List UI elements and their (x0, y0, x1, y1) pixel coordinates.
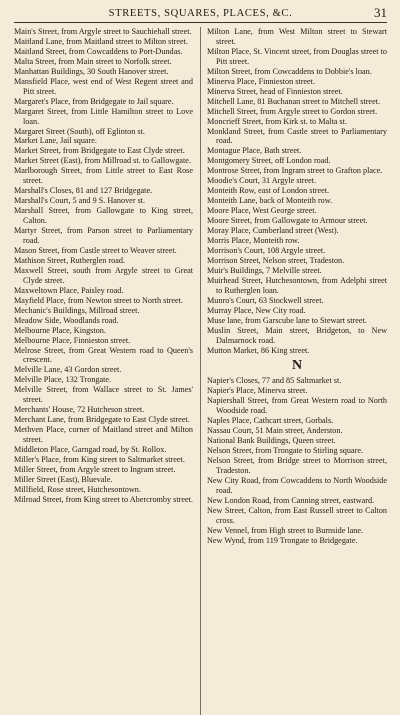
column-divider (200, 27, 201, 715)
page-number: 31 (374, 5, 387, 20)
street-entry: Nelson Street, from Bridge street to Morrison street, Tradeston. (207, 456, 387, 476)
street-entry: Marlborough Street, from Little street to East Rose street. (14, 166, 193, 186)
street-entry: Muir's Buildings, 7 Melville street. (207, 265, 322, 275)
street-entry: Monteith Lane, back of Monteith row. (207, 196, 333, 206)
street-entry: Main's Street, from Argyle street to Sauchiehall street. (14, 27, 192, 36)
running-title: STREETS, SQUARES, PLACES, &C. (108, 8, 293, 19)
street-entry: Muirhead Street, Hutchesontown, from Adelphi street to Rutherglen loan. (207, 275, 387, 295)
street-entry: Napier's Closes, 77 and 85 Saltmarket st. (207, 376, 342, 386)
street-entry: Mathison Street, Rutherglen road. (14, 255, 126, 265)
street-entry: Mayfield Place, from Newton street to North street. (14, 295, 183, 305)
street-entry: Monkland Street, from Castle street to Parliamentary road. (207, 126, 387, 146)
street-entry: Mansfield Place, west end of West Regent street and Pitt street. (14, 76, 193, 96)
right-column-n-entries (207, 376, 387, 545)
street-entry: New City Road, from Cowcaddens to North Woodside road. (207, 475, 387, 495)
two-column-body (14, 27, 387, 546)
street-entry: Napiershall Street, from Great Western road to North Woodside road. (207, 396, 387, 416)
street-entry: Morris Place, Monteith row. (207, 236, 300, 246)
street-entry: Middleton Place, Garngad road, by St. Rollox. (14, 445, 167, 455)
street-entry: Milton Place, St. Vincent street, from Douglas street to Pitt street. (207, 46, 387, 66)
street-entry: Nassau Court, 51 Main street, Anderston. (207, 426, 343, 436)
right-column (204, 27, 387, 546)
street-entry: Manhattan Buildings, 30 South Hanover street. (14, 66, 169, 76)
street-entry: Minerva Street, head of Finnieston street. (207, 86, 343, 96)
street-entry: Maitland Lane, from Maitland street to Milton street. (14, 36, 188, 46)
street-entry: Montrose Street, from Ingram street to Grafton place. (207, 166, 383, 176)
street-entry: Moodie's Court, 31 Argyle street. (207, 176, 317, 186)
street-entry: Melville Street, from Wallace street to St. James' street. (14, 385, 193, 405)
street-entry: Morrison's Court, 108 Argyle street. (207, 245, 326, 255)
street-entry: Morrison Street, Nelson street, Tradeston. (207, 255, 345, 265)
street-entry: Market Street, from Bridgegate to East Clyde street. (14, 146, 185, 156)
street-entry: Monteith Row, east of London street. (207, 186, 330, 196)
street-entry: National Bank Buildings, Queen street. (207, 436, 336, 446)
street-entry: Melbourne Place, Finnieston street. (14, 335, 131, 345)
street-entry: Mason Street, from Castle street to Weaver street. (14, 245, 177, 255)
street-entry: Mutton Market, 86 King street. (207, 345, 310, 355)
street-entry: Margaret's Place, from Bridgegate to Jail square. (14, 96, 174, 106)
street-entry: Maxwell Street, south from Argyle street to Great Clyde street. (14, 265, 193, 285)
street-entry: Miller Street, from Argyle street to Ingram street. (14, 464, 176, 474)
street-entry: Moray Place, Cumberland street (West). (207, 226, 339, 236)
street-entry: Merchants' House, 72 Hutcheson street. (14, 405, 145, 415)
street-entry: Napier's Place, Minerva street. (207, 386, 308, 396)
street-entry: Murray Place, New City road. (207, 305, 306, 315)
street-entry: Marshall Street, from Gallowgate to King street, Calton. (14, 206, 193, 226)
street-entry: Milton Street, from Cowcaddens to Dobbie's loan. (207, 66, 372, 76)
street-entry: Margaret Street, from Little Hamilton street to Love loan. (14, 106, 193, 126)
street-entry: Millfield, Rose street, Hutchesontown. (14, 484, 141, 494)
street-entry: Montgomery Street, off London road. (207, 156, 331, 166)
street-entry: Moore Place, West George street. (207, 206, 317, 216)
street-entry: New Wynd, from 119 Trongate to Bridgegate. (207, 535, 358, 545)
street-entry: Moncrieff Street, from Kirk st. to Malta st. (207, 116, 347, 126)
street-entry: Mechanic's Buildings, Millroad street. (14, 305, 140, 315)
street-entry: Milton Lane, from West Milton street to Stewart street. (207, 27, 387, 46)
street-entry: Marshall's Closes, 81 and 127 Bridgegate. (14, 186, 153, 196)
left-column (14, 27, 197, 505)
street-entry: Maitland Street, from Cowcaddens to Port-Dundas. (14, 46, 183, 56)
section-letter-heading: N (291, 358, 303, 374)
street-entry: Market Street (East), from Millroad st. to Gallowgate. (14, 156, 191, 166)
street-entry: Muslin Street, Main street, Bridgeton, to New Dalmarnock road. (207, 325, 387, 345)
street-entry: Malta Street, from Main street to Norfolk street. (14, 56, 172, 66)
street-entry: New Street, Calton, from East Russell street to Calton cross. (207, 505, 387, 525)
street-entry: New Vennel, from High street to Burnside lane. (207, 525, 364, 535)
street-entry: Moore Street, from Gallowgate to Armour street. (207, 216, 368, 226)
street-entry: Methven Place, corner of Maitland street and Milton street. (14, 425, 193, 445)
street-entry: New London Road, from Canning street, eastward. (207, 495, 375, 505)
street-entry: Miller Street (East), Bluevale. (14, 474, 113, 484)
page-header (14, 6, 387, 23)
street-entry: Milroad Street, from King street to Abercromby street. (14, 494, 193, 504)
street-entry: Munro's Court, 63 Stockwell street. (207, 295, 324, 305)
street-entry: Melville Place, 132 Trongate. (14, 375, 112, 385)
street-entry: Montague Place, Bath street. (207, 146, 302, 156)
street-entry: Melbourne Place, Kingston. (14, 325, 106, 335)
right-column-m-entries (207, 27, 387, 355)
street-entry: Miller's Place, from King street to Saltmarket street. (14, 454, 185, 464)
street-entry: Nelson Street, from Trongate to Stirling square. (207, 446, 364, 456)
street-entry: Meadow Side, Woodlands road. (14, 315, 119, 325)
street-entry: Melville Lane, 43 Gordon street. (14, 365, 122, 375)
street-entry: Margaret Street (South), off Eglinton st. (14, 126, 145, 136)
street-entry: Marshall's Court, 5 and 9 S. Hanover st. (14, 196, 146, 206)
street-entry: Mitchell Lane, 81 Buchanan street to Mitchell street. (207, 96, 381, 106)
street-entry: Maxweltown Place, Paisley road. (14, 285, 124, 295)
street-entry: Melrose Street, from Great Western road to Queen's crescent. (14, 345, 193, 365)
street-entry: Muse lane, from Garscube lane to Stewart street. (207, 315, 367, 325)
street-entry: Mitchell Street, from Argyle street to Gordon street. (207, 106, 378, 116)
street-entry: Merchant Lane, from Bridgegate to East Clyde street. (14, 415, 190, 425)
street-entry: Martyr Street, from Parson street to Parliamentary road. (14, 226, 193, 246)
street-entry: Minerva Place, Finnieston street. (207, 76, 316, 86)
street-entry: Naples Place, Cathcart street, Gorbals. (207, 416, 334, 426)
street-entry: Market Lane, Jail square. (14, 136, 97, 146)
